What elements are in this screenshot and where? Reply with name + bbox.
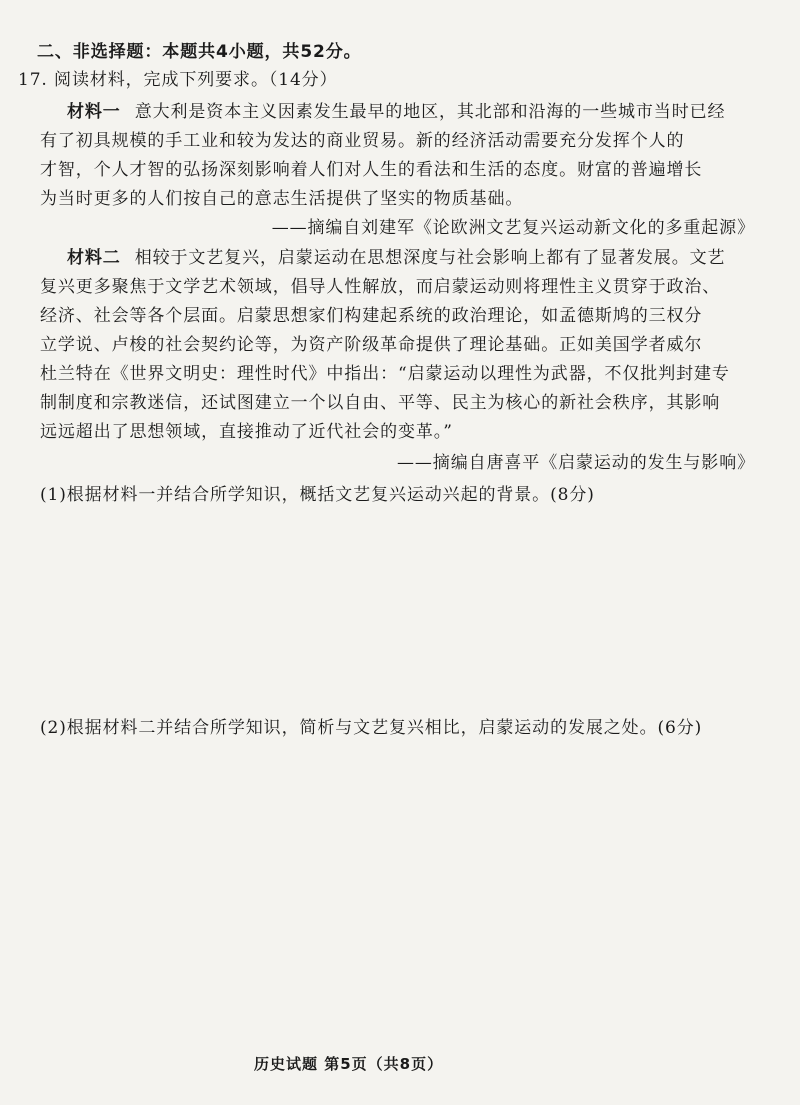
material2-line-1: [67, 246, 725, 270]
material1-label: 材料一: [67, 102, 121, 122]
material1-line-4: 为当时更多的人们按自己的意志生活提供了坚实的物质基础。: [40, 189, 524, 209]
material1-line-2: 有了初具规模的手工业和较为发达的商业贸易。新的经济活动需要充分发挥个人的: [40, 131, 685, 151]
material1-line-1: [67, 100, 725, 124]
material2-line-7: 远远超出了思想领域，直接推动了近代社会的变革。”: [40, 422, 453, 442]
material2-line-3: 经济、社会等各个层面。启蒙思想家们构建起系统的政治理论，如孟德斯鸠的三权分: [40, 306, 703, 326]
question-17-title: 17. 阅读材料，完成下列要求。（14分）: [18, 70, 338, 90]
material2-source: ——摘编自唐喜平《启蒙运动的发生与影响》: [397, 453, 755, 473]
material2-line-2: 复兴更多聚焦于文学艺术领域，倡导人性解放，而启蒙运动则将理性主义贯穿于政治、: [40, 277, 721, 297]
material2-text-1: 相较于文艺复兴，启蒙运动在思想深度与社会影响上都有了显著发展。文艺: [134, 248, 726, 268]
material2-line-4: 立学说、卢梭的社会契约论等，为资产阶级革命提供了理论基础。正如美国学者威尔: [40, 335, 703, 355]
material2-line-6: 制制度和宗教迷信，还试图建立一个以自由、平等、民主为核心的新社会秩序，其影响: [40, 393, 721, 413]
material1-source: ——摘编自刘建军《论欧洲文艺复兴运动新文化的多重起源》: [271, 218, 755, 238]
section-title: 二、非选择题：本题共4小题，共52分。: [37, 42, 362, 62]
page-footer: 历史试题 第5页（共8页）: [254, 1055, 444, 1073]
material2-line-5: 杜兰特在《世界文明史：理性时代》中指出：“启蒙运动以理性为武器，不仅批判封建专: [40, 364, 730, 384]
material2-label: 材料二: [67, 248, 121, 268]
material1-line-3: 才智，个人才智的弘扬深刻影响着人们对人生的看法和生活的态度。财富的普遍增长: [40, 160, 703, 180]
sub-question-1: (1)根据材料一并结合所学知识，概括文艺复兴运动兴起的背景。(8分): [40, 485, 595, 505]
material1-text-1: 意大利是资本主义因素发生最早的地区，其北部和沿海的一些城市当时已经: [134, 102, 726, 122]
sub-question-2: (2)根据材料二并结合所学知识，简析与文艺复兴相比，启蒙运动的发展之处。(6分): [40, 718, 703, 738]
